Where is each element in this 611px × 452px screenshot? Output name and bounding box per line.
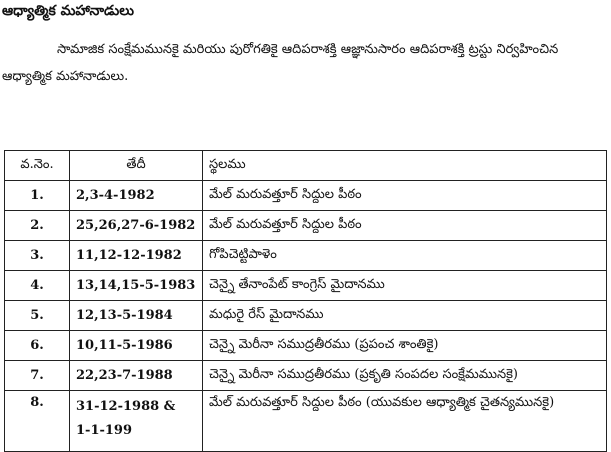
table-row <box>5 271 607 301</box>
row-place: మేల్ మరువత్తూర్ సిద్దుల పీఠం <box>203 211 607 241</box>
row-date: 10,11-5-1986 <box>70 331 203 361</box>
table-row <box>5 301 607 331</box>
mahanadu-table <box>4 150 607 452</box>
header-serial-number: వ.నెం. <box>5 151 70 181</box>
row-serial-number: 4. <box>5 271 70 301</box>
row-serial-number: 6. <box>5 331 70 361</box>
header-date: తేదీ <box>70 151 203 181</box>
row-serial-number: 7. <box>5 361 70 391</box>
row-date: 13,14,15-5-1983 <box>70 271 203 301</box>
row-serial-number: 8. <box>5 391 70 452</box>
page-heading: ఆధ్యాత్మిక మహానాడులు <box>2 3 134 19</box>
table-row <box>5 241 607 271</box>
row-serial-number: 3. <box>5 241 70 271</box>
table-row <box>5 181 607 211</box>
row-place: చెన్నై మెరీనా సముద్రతీరము (ప్రకృతి సంపదల సంక్షేమమునకై) <box>203 361 607 391</box>
intro-paragraph: సామాజిక సంక్షేమమునకై మరియు పురోగతికై ఆదిపరాశక్తి ఆజ్ఞానుసారం ఆదిపరాశక్తి ట్రస్టు నిర్వహించిన ఆధ్యాత్మిక మహానాడులు. <box>2 42 559 84</box>
row-date: 11,12-12-1982 <box>70 241 203 271</box>
row-place: మేల్ మరువత్తూర్ సిద్దుల పీఠం (యువకుల ఆధ్యాత్మిక చైతన్యమునకై) <box>203 391 607 452</box>
table-row <box>5 361 607 391</box>
row-date: 12,13-5-1984 <box>70 301 203 331</box>
row-place: చెన్నై మెరీనా సముద్రతీరము (ప్రపంచ శాంతికై) <box>203 331 607 361</box>
row-place: మధురై రేస్ మైదానము <box>203 301 607 331</box>
row-date: 2,3-4-1982 <box>70 181 203 211</box>
row-date: 22,23-7-1988 <box>70 361 203 391</box>
table-row <box>5 331 607 361</box>
table-header-row <box>5 151 607 181</box>
row-place: చెన్నై తేనాంపేట్ కాంగ్రెస్ మైదానము <box>203 271 607 301</box>
row-place: గోపిచెట్టిపాళెం <box>203 241 607 271</box>
row-date-line-1: 31-12-1988 & <box>76 399 176 414</box>
row-serial-number: 1. <box>5 181 70 211</box>
header-place: స్థలము <box>203 151 607 181</box>
row-place: మేల్ మరువత్తూర్ సిద్దుల పీఠం <box>203 181 607 211</box>
row-serial-number: 5. <box>5 301 70 331</box>
table-row <box>5 211 607 241</box>
row-date: 25,26,27-6-1982 <box>70 211 203 241</box>
row-date <box>70 391 203 452</box>
row-date-line-2: 1-1-199 <box>76 423 133 438</box>
row-serial-number: 2. <box>5 211 70 241</box>
table-row <box>5 391 607 452</box>
